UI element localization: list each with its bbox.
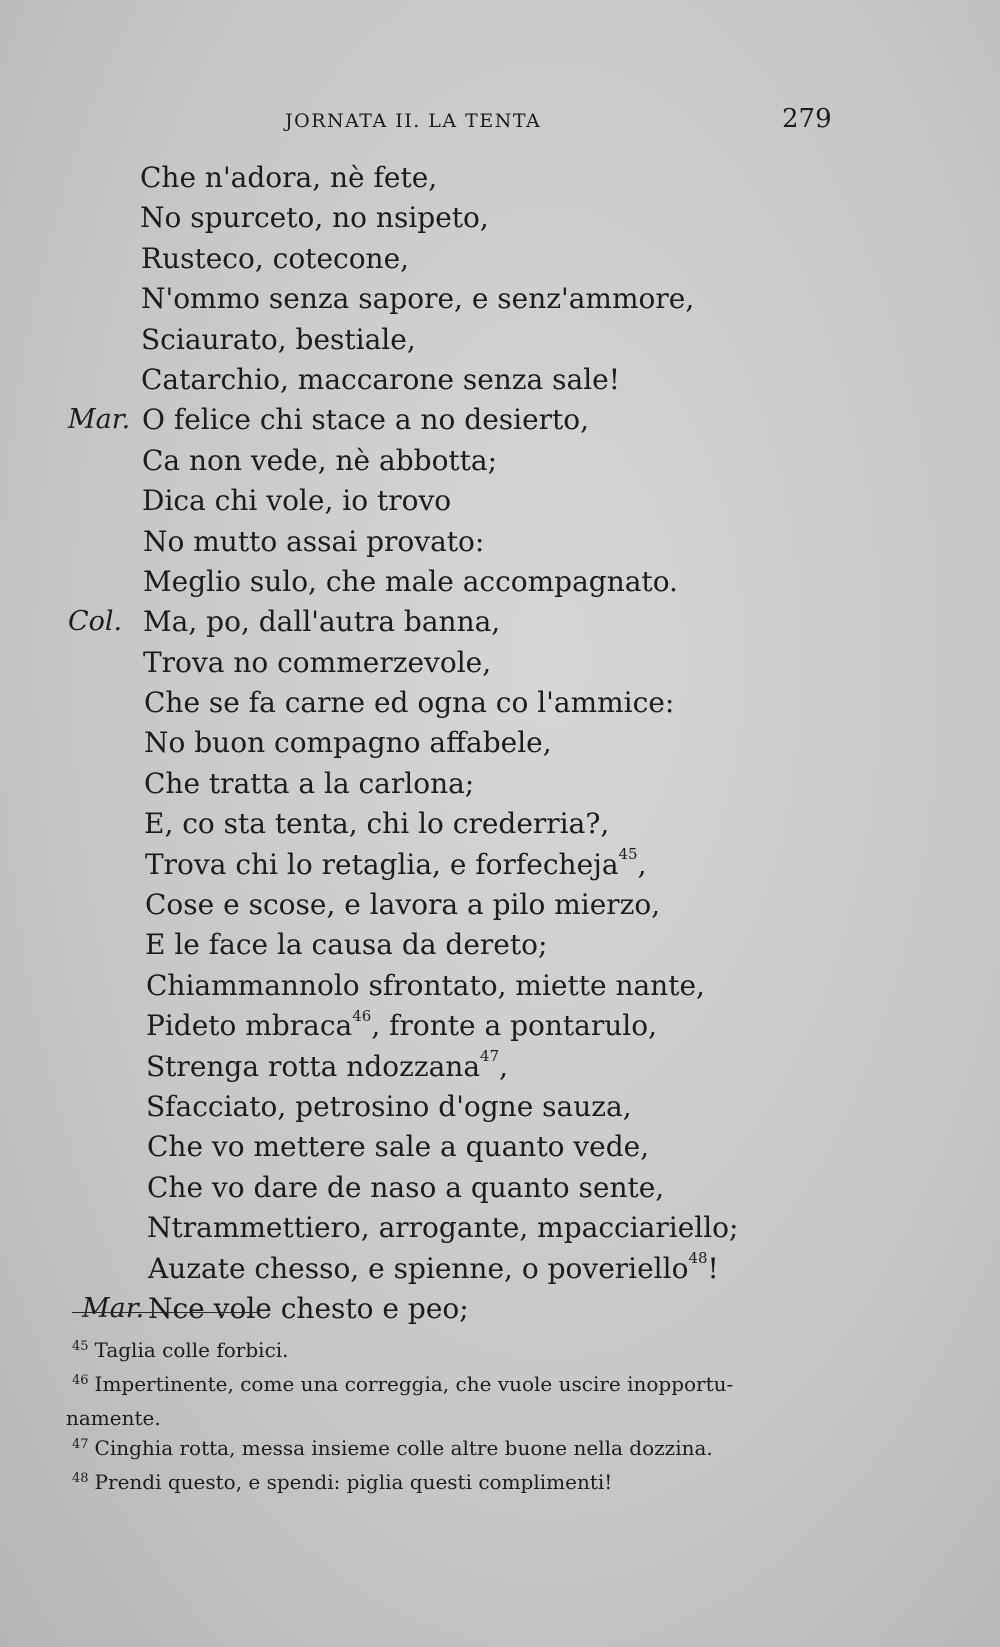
verse-main-text: Meglio sulo, che male accompagnato. [143, 564, 678, 598]
verse-text [141, 360, 620, 400]
verse-line [0, 1006, 1000, 1046]
verse-line [0, 966, 1000, 1006]
verse-main-text: No spurceto, no nsipeto, [140, 201, 489, 235]
verse-text [147, 1127, 649, 1167]
verse-main-text: Che vo mettere sale a quanto vede, [147, 1130, 650, 1164]
verse-line [0, 845, 1000, 885]
verse-main-text: No buon compagno affabele, [144, 726, 552, 760]
verse-text [144, 683, 674, 723]
verse-text [146, 1006, 657, 1046]
verse-main-text: Strenga rotta ndozzana [146, 1049, 481, 1083]
footnote [66, 1403, 872, 1433]
footnote-marker: 47 [480, 1047, 500, 1066]
verse-main-text: Che tratta a la carlona; [144, 766, 475, 800]
verse-main-text: Sciaurato, bestiale, [141, 322, 416, 356]
verse-line [0, 239, 1000, 279]
verse-text [144, 764, 474, 804]
running-head: JORNATA II. LA TENTA [285, 110, 542, 132]
verse-main-text: Trova no commerzevole, [143, 645, 492, 679]
verse-text [141, 279, 694, 319]
verse-line [0, 1249, 1000, 1289]
footnote-number: 48 [72, 1471, 89, 1486]
verse-main-text: Ca non vede, nè abbotta; [142, 443, 498, 477]
verse-text [142, 441, 497, 481]
verse-line [0, 723, 1000, 763]
footnote-number: 47 [72, 1437, 89, 1452]
speaker-label: Mar. [82, 1292, 145, 1324]
verse-line [0, 158, 1000, 198]
verse-text [143, 562, 678, 602]
verse-text [143, 522, 484, 562]
verse-line [0, 360, 1000, 400]
verse-text [142, 400, 589, 440]
verse-text-continuation: , [637, 847, 647, 881]
footnote [72, 1335, 872, 1369]
verse-main-text: Cose e scose, e lavora a pilo mierzo, [145, 888, 661, 922]
verse-main-text: Chiammannolo sfrontato, miette nante, [146, 968, 705, 1002]
verse-main-text: Auzate chesso, e spienne, o poveriello [148, 1251, 689, 1285]
verse-line [0, 643, 1000, 683]
verse-main-text: No mutto assai provato: [143, 524, 485, 558]
verse-text [141, 239, 409, 279]
verse-text [147, 1168, 664, 1208]
verse-text [143, 643, 491, 683]
verse-line [0, 279, 1000, 319]
verse-text [148, 1249, 719, 1289]
footnote [72, 1467, 872, 1501]
verse-main-text: O felice chi stace a no desierto, [142, 403, 590, 437]
verse-line [0, 885, 1000, 925]
footnote [72, 1369, 872, 1403]
footnote-marker: 48 [688, 1249, 708, 1268]
verse-text [143, 602, 500, 642]
verse-text [146, 966, 705, 1006]
verse-line [0, 1289, 1000, 1329]
verse-line [0, 804, 1000, 844]
speaker-label: Col. [68, 606, 123, 638]
verse-text [145, 885, 660, 925]
verse-line [0, 481, 1000, 521]
verse-text [146, 1087, 632, 1127]
verse-text [144, 723, 552, 763]
verse-line [0, 1047, 1000, 1087]
verse-text [147, 1208, 738, 1248]
verse-text [145, 845, 647, 885]
verse-text [140, 158, 437, 198]
footnote-number: 46 [72, 1373, 89, 1388]
verse-line [0, 400, 1000, 440]
footnote-text: Cinghia rotta, messa insieme colle altre buone nella dozzina. [94, 1436, 713, 1460]
footnote-text: namente. [66, 1406, 161, 1430]
verse-main-text: Che n'adora, nè fete, [140, 161, 438, 194]
verse-line [0, 925, 1000, 965]
page-header [0, 104, 1000, 144]
verse-line [0, 1208, 1000, 1248]
verse-main-text: Che se fa carne ed ogna co l'ammice: [144, 686, 675, 720]
speaker-label: Mar. [68, 404, 131, 436]
verse-main-text: Che vo dare de naso a quanto sente, [147, 1170, 665, 1204]
verse-main-text: N'ommo senza sapore, e senz'ammore, [141, 282, 695, 316]
verse-text [142, 481, 451, 521]
verse-main-text: E, co sta tenta, chi lo crederria?, [144, 807, 610, 841]
footnote-marker: 46 [352, 1006, 372, 1025]
footnote-text: Taglia colle forbici. [94, 1338, 289, 1362]
verse-text-continuation: ! [707, 1251, 719, 1285]
footnote [72, 1433, 872, 1467]
verse-text [140, 198, 489, 238]
footnotes [66, 1335, 872, 1501]
verse-main-text: Trova chi lo retaglia, e forfecheja [145, 847, 619, 881]
verse-line [0, 522, 1000, 562]
verse-main-text: Ma, po, dall'autra banna, [143, 605, 501, 639]
verse-text [141, 320, 416, 360]
verse-main-text: Rusteco, cotecone, [141, 241, 410, 275]
verse-main-text: Ntrammettiero, arrogante, mpacciariello; [147, 1211, 739, 1245]
verse-line [0, 764, 1000, 804]
verse-text [148, 1289, 469, 1329]
verse-text [145, 925, 547, 965]
footnote-marker: 45 [618, 845, 638, 864]
verse-line [0, 602, 1000, 642]
verse-line [0, 1087, 1000, 1127]
page-number: 279 [782, 104, 832, 134]
verse-main-text: Pideto mbraca [146, 1009, 353, 1043]
verse-line [0, 198, 1000, 238]
footnote-divider [72, 1312, 258, 1313]
footnote-number: 45 [72, 1339, 89, 1354]
verse-main-text: Catarchio, maccarone senza sale! [141, 362, 620, 396]
verse-text-continuation: , [499, 1049, 509, 1083]
footnote-text: Prendi questo, e spendi: piglia questi complimenti! [94, 1470, 613, 1494]
verse-line [0, 441, 1000, 481]
verse-text [144, 804, 609, 844]
verse-line [0, 683, 1000, 723]
verse-line [0, 562, 1000, 602]
verse-main-text: Nce vole chesto e peo; [148, 1291, 469, 1325]
verse-line [0, 1127, 1000, 1167]
verse-text [146, 1047, 508, 1087]
verse-text-continuation: , fronte a pontarulo, [371, 1009, 657, 1043]
verse-line [0, 320, 1000, 360]
verse-block [0, 158, 1000, 1329]
verse-main-text: Sfacciato, petrosino d'ogne sauza, [146, 1089, 632, 1123]
verse-main-text: E le face la causa da dereto; [145, 928, 548, 962]
verse-line [0, 1168, 1000, 1208]
verse-main-text: Dica chi vole, io trovo [142, 484, 452, 518]
footnote-text: Impertinente, come una correggia, che vuole uscire inopportu- [94, 1372, 734, 1396]
